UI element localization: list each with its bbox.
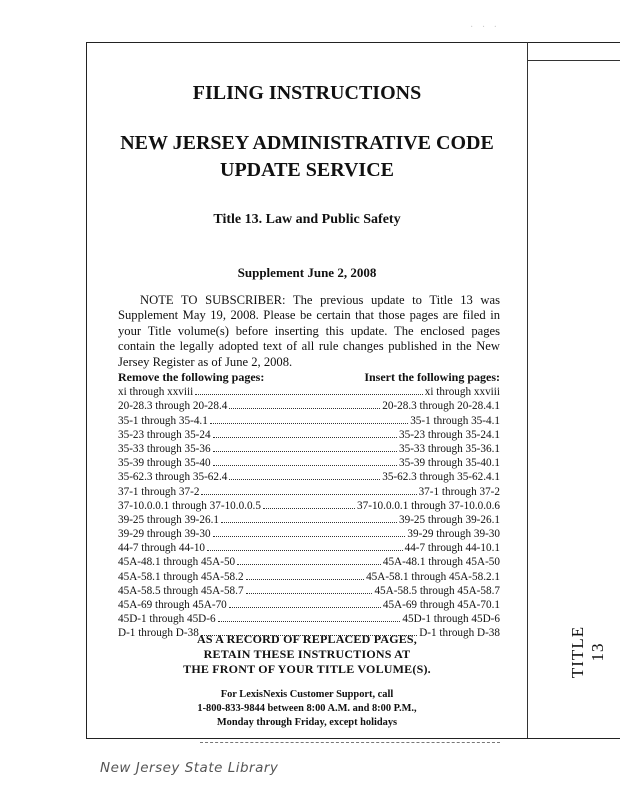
bottom-border bbox=[86, 738, 620, 739]
page-list-row bbox=[118, 427, 500, 441]
dot-leader bbox=[263, 508, 355, 509]
insert-pages: 45A-48.1 through 45A-50 bbox=[382, 556, 500, 569]
dot-leader bbox=[221, 522, 397, 523]
page-heading: FILING INSTRUCTIONS bbox=[192, 82, 422, 104]
dot-leader bbox=[229, 607, 381, 608]
retain-line-2: RETAIN THESE INSTRUCTIONS AT bbox=[203, 647, 411, 662]
insert-pages: 39-25 through 39-26.1 bbox=[399, 513, 500, 526]
page-list-row bbox=[118, 611, 500, 625]
page-list-header bbox=[118, 370, 500, 384]
remove-pages: 45A-58.5 through 45A-58.7 bbox=[118, 584, 244, 597]
dot-leader bbox=[195, 394, 423, 395]
insert-pages: 20-28.3 through 20-28.4.1 bbox=[382, 400, 500, 413]
page-list-row bbox=[118, 554, 500, 568]
subscriber-note bbox=[118, 293, 500, 370]
insert-pages: 45A-58.1 through 45A-58.2.1 bbox=[366, 570, 500, 583]
page-list-row bbox=[118, 384, 500, 398]
remove-pages: 35-62.3 through 35-62.4 bbox=[118, 471, 228, 484]
customer-support bbox=[90, 688, 524, 729]
remove-pages: 44-7 through 44-10 bbox=[118, 542, 206, 555]
subscriber-note-text: NOTE TO SUBSCRIBER: The previous update to Title 13 was Supplement May 19, 2008. Please be certain that those pages are filed in your Title volume(s) before inserting this update. The enclosed pages contain the legally adopted text of all rule changes published in the New Jersey Register as of June 2, 2008. bbox=[118, 293, 500, 369]
insert-header: Insert the following pages: bbox=[364, 370, 500, 384]
page-list-row bbox=[118, 483, 500, 497]
dot-leader bbox=[218, 621, 401, 622]
library-stamp: New Jersey State Library bbox=[100, 760, 279, 776]
remove-pages: 39-29 through 39-30 bbox=[118, 528, 211, 541]
insert-pages: 44-7 through 44-10.1 bbox=[404, 542, 500, 555]
page-list-row bbox=[118, 526, 500, 540]
remove-pages: xi through xxviii bbox=[118, 386, 194, 399]
page-list-row bbox=[118, 597, 500, 611]
bottom-dashed-rule bbox=[200, 742, 500, 743]
page-list-row bbox=[118, 568, 500, 582]
remove-header: Remove the following pages: bbox=[118, 370, 265, 384]
dot-leader bbox=[207, 550, 403, 551]
remove-pages: 35-33 through 35-36 bbox=[118, 442, 211, 455]
page-list-row bbox=[118, 512, 500, 526]
title-line: Title 13. Law and Public Safety bbox=[213, 212, 401, 227]
retain-line-1: AS A RECORD OF REPLACED PAGES, bbox=[196, 632, 418, 646]
insert-pages: xi through xxviii bbox=[424, 386, 500, 399]
insert-pages: 35-23 through 35-24.1 bbox=[399, 428, 500, 441]
page-list-row bbox=[118, 398, 500, 412]
page-list-row bbox=[118, 583, 500, 597]
dot-leader bbox=[229, 408, 380, 409]
support-line-1: For LexisNexis Customer Support, call bbox=[220, 689, 394, 700]
insert-pages: 35-39 through 35-40.1 bbox=[399, 457, 500, 470]
remove-pages: D-1 through D-38 bbox=[118, 627, 199, 640]
insert-pages: 45A-58.5 through 45A-58.7 bbox=[374, 584, 500, 597]
support-line-2: 1-800-833-9844 between 8:00 A.M. and 8:00 P.M., bbox=[197, 702, 417, 714]
dot-leader bbox=[213, 536, 406, 537]
remove-pages: 37-10.0.0.1 through 37-10.0.0.5 bbox=[118, 499, 261, 512]
dot-leader bbox=[213, 465, 397, 466]
page-replacement-list bbox=[118, 370, 500, 639]
scan-noise: · · · bbox=[470, 22, 500, 33]
support-line-3: Monday through Friday, except holidays bbox=[216, 716, 398, 728]
dot-leader bbox=[246, 593, 373, 594]
top-border bbox=[86, 42, 620, 43]
page-list-row bbox=[118, 441, 500, 455]
insert-pages: 39-29 through 39-30 bbox=[407, 528, 500, 541]
insert-pages: 37-10.0.0.1 through 37-10.0.0.6 bbox=[357, 499, 500, 512]
dot-leader bbox=[210, 423, 408, 424]
dot-leader bbox=[246, 579, 365, 580]
retain-instructions bbox=[90, 632, 524, 678]
page-list-row bbox=[118, 540, 500, 554]
dot-leader bbox=[201, 494, 416, 495]
page-list-row bbox=[118, 469, 500, 483]
insert-pages: 35-62.3 through 35-62.4.1 bbox=[382, 471, 500, 484]
remove-pages: 35-1 through 35-4.1 bbox=[118, 414, 208, 427]
page-list-row bbox=[118, 498, 500, 512]
remove-pages: 35-39 through 35-40 bbox=[118, 457, 211, 470]
dot-leader bbox=[213, 437, 397, 438]
insert-pages: 35-33 through 35-36.1 bbox=[399, 442, 500, 455]
remove-pages: 45A-58.1 through 45A-58.2 bbox=[118, 570, 244, 583]
title-tab-label: TITLE 13 bbox=[568, 625, 607, 679]
remove-pages: 45A-69 through 45A-70 bbox=[118, 599, 227, 611]
service-title-line1: NEW JERSEY ADMINISTRATIVE CODE bbox=[120, 132, 494, 154]
insert-pages: 45D-1 through 45D-6 bbox=[402, 613, 500, 626]
service-title bbox=[90, 130, 524, 184]
remove-pages: 45D-1 through 45D-6 bbox=[118, 613, 216, 626]
tab-divider-line bbox=[527, 42, 528, 739]
retain-line-3: THE FRONT OF YOUR TITLE VOLUME(S). bbox=[183, 662, 431, 677]
dot-leader bbox=[237, 564, 381, 565]
insert-pages: D-1 through D-38 bbox=[419, 627, 500, 640]
tab-strip-line bbox=[527, 60, 620, 61]
left-border bbox=[86, 42, 87, 739]
remove-pages: 35-23 through 35-24 bbox=[118, 428, 211, 441]
dot-leader bbox=[229, 479, 380, 480]
insert-pages: 45A-69 through 45A-70.1 bbox=[382, 599, 500, 611]
insert-pages: 35-1 through 35-4.1 bbox=[410, 414, 500, 427]
dot-leader bbox=[213, 451, 397, 452]
page-list-rows bbox=[118, 384, 500, 639]
remove-pages: 45A-48.1 through 45A-50 bbox=[118, 556, 236, 569]
remove-pages: 39-25 through 39-26.1 bbox=[118, 513, 219, 526]
insert-pages: 37-1 through 37-2 bbox=[418, 485, 500, 498]
page-list-row bbox=[118, 455, 500, 469]
page-list-row bbox=[118, 412, 500, 426]
supplement-date: Supplement June 2, 2008 bbox=[237, 265, 377, 280]
service-title-line2: UPDATE SERVICE bbox=[220, 159, 394, 181]
remove-pages: 20-28.3 through 20-28.4 bbox=[118, 400, 228, 413]
remove-pages: 37-1 through 37-2 bbox=[118, 485, 200, 498]
